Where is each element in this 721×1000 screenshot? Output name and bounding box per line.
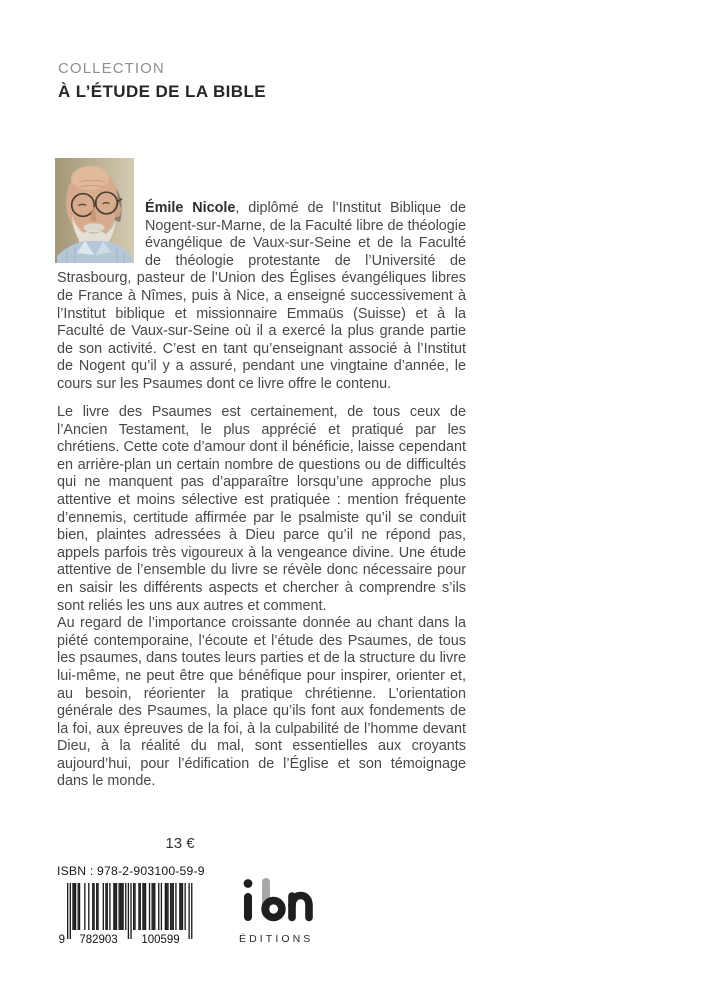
ean13-barcode — [59, 883, 193, 947]
collection-label: COLLECTION — [58, 60, 165, 77]
collection-title: À L’ÉTUDE DE LA BIBLE — [58, 82, 267, 101]
barcode-lead-digit: 9 — [59, 934, 65, 946]
author-name: Émile Nicole — [145, 200, 236, 216]
photo-wrap-spacer — [57, 200, 145, 258]
price-label: 13 € — [165, 835, 195, 852]
blurb — [57, 404, 466, 791]
author-bio — [57, 200, 466, 394]
blurb-paragraph-2: Au regard de l’importance croissante donnée au chant dans la piété contemporaine, l’écoute et l’étude des Psaumes, de tous les psaumes, dans toutes leurs parties et de la structure du livre lui-même, ne peut être que bénéfique pour inspirer, orienter et, au besoin, réorienter la pratique chrétienne. L’orientation générale des Psaumes, la place qu’ils font aux fondements de la foi, aux épreuves de la foi, à la culpabilité de l’homme devant Dieu, à la réalité du mal, sont essentielles aux croyants aujourd’hui, pour l’édification de l’Église et son témoignage dans le monde. — [57, 615, 466, 790]
publisher-logo-icon — [238, 876, 318, 926]
barcode-group-2: 100599 — [141, 934, 180, 946]
author-bio-text: , diplômé de l’Institut Biblique de Nogent-sur-Marne, de la Faculté libre de théologie évangélique de Vaux-sur-Seine et de la Faculté de théologie protestante de l’Université de Strasbourg, pasteur de l’Union des Églises évangéliques libres de France à Nîmes, puis à Nice, a enseigné successivement à l’Institut biblique et missionnaire Emmaüs (Suisse) et à la Faculté de Vaux-sur-Seine où il a exercé la plus grande partie de son activité. C’est en tant qu’enseignant associé à l’Institut de Nogent qu’il y a assuré, pendant une vingtaine d’année, le cours sur les Psaumes dont ce livre offre le contenu. — [57, 200, 467, 392]
isbn-label: ISBN : 978-2-903100-59-9 — [57, 864, 205, 878]
barcode-group-1: 782903 — [79, 934, 118, 946]
blurb-paragraph-1: Le livre des Psaumes est certainement, de tous ceux de l’Ancien Testament, le plus apprécié et pratiqué par les chrétiens. Cette cote d’amour dont il bénéficie, laisse cependant en arrière-plan un certain nombre de questions ou de difficultés qui ne manquent pas d’apparaître lorsqu’une approche plus attentive et moins sélective est pratiquée : mention fréquente d’ennemis, certitude affirmée par le psalmiste qu’il se conduit bien, plaintes adressées à Dieu parce qu’il ne répond pas, appels parfois très vigoureux à la vengeance divine. Une étude attentive de l’ensemble du livre se révèle donc nécessaire pour en saisir les différents aspects et chercher à comprendre s’ils sont reliés les uns aux autres et comment. — [57, 404, 466, 614]
publisher-tagline: ÉDITIONS — [239, 933, 314, 945]
